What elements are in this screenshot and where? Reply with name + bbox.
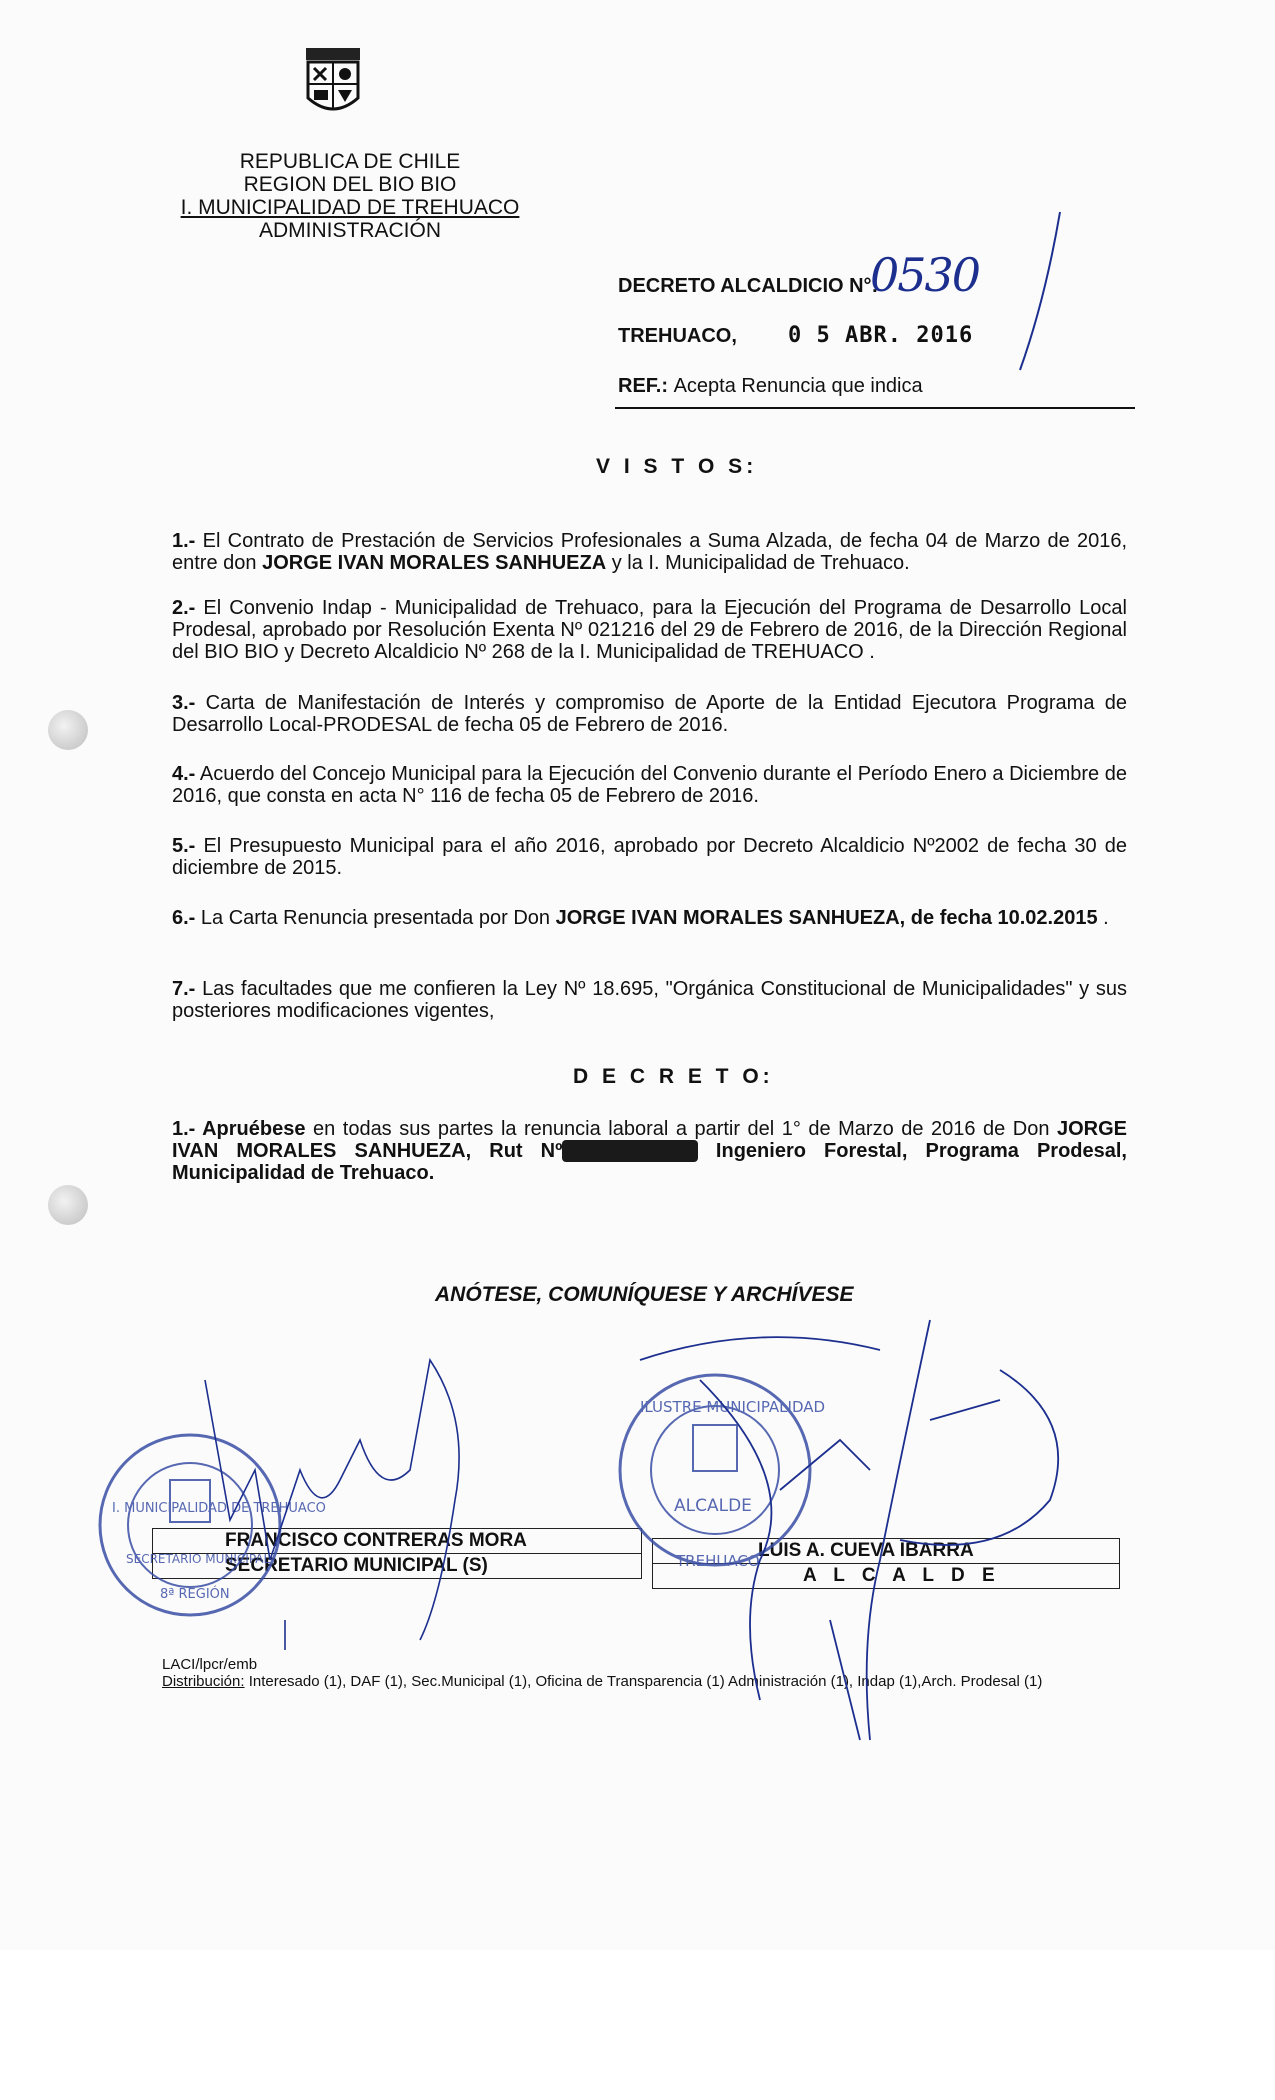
item-text: El Convenio Indap - Municipalidad de Trehuaco, para la Ejecución del Programa de Desarrollo Local Prodesal, aprobado por Resolución Exenta Nº 021216 del 29 de Febrero de 2016, de la Dirección Regional del BIO BIO y Decreto Alcaldicio Nº 268 de la I. Municipalidad de TREHUACO . (172, 597, 1127, 663)
stamp-right-role: ALCALDE (674, 1496, 752, 1516)
distribution-label: Distribución: (162, 1673, 245, 1690)
secretary-name: FRANCISCO CONTRERAS MORA (153, 1529, 641, 1554)
decreto-bold-name: JORGE IVAN MORALES SANHUEZA, Rut Nº (172, 1118, 1127, 1162)
footer-distribution (162, 1656, 1062, 1690)
item-text-end: . (1097, 907, 1109, 929)
secretary-role: SECRETARIO MUNICIPAL (S) (225, 1555, 488, 1576)
punch-hole-bottom (48, 1185, 88, 1225)
decree-number-label: DECRETO ALCALDICIO N°: (618, 275, 879, 297)
distribution-text: Interesado (1), DAF (1), Sec.Municipal (1), Oficina de Transparencia (1) Administración (1), Indap (1),Arch. Prodesal (1) (244, 1673, 1043, 1690)
punch-hole-top (48, 710, 88, 750)
footer-initials: LACI/lpcr/emb (162, 1656, 258, 1673)
item-number: 4.- (172, 763, 196, 785)
mayor-name: LUIS A. CUEVA IBARRA (653, 1539, 1119, 1564)
stamp-right-town: TREHUACO (676, 1552, 760, 1570)
decreto-title: D E C R E T O: (573, 1065, 774, 1088)
item-text: El Presupuesto Municipal para el año 2016, aprobado por Decreto Alcaldicio Nº2002 de fecha 30 de diciembre de 2015. (172, 835, 1127, 879)
item-bold: JORGE IVAN MORALES SANHUEZA, de fecha 10.02.2015 (555, 907, 1098, 929)
closing-formula: ANÓTESE, COMUNÍQUESE Y ARCHÍVESE (435, 1283, 854, 1306)
item-text: La Carta Renuncia presentada por Don (200, 907, 556, 929)
item-number: 3.- (172, 692, 196, 714)
mayor-signature-box (652, 1538, 1120, 1589)
decreto-text: en todas sus partes la renuncia laboral a partir del 1° de Marzo de 2016 de Don (305, 1118, 1057, 1140)
country-line: REPUBLICA DE CHILE (239, 150, 461, 173)
item-number: 5.- (172, 835, 196, 857)
item-number: 7.- (172, 978, 196, 1000)
vistos-item-5 (172, 835, 1127, 879)
vistos-item-6 (172, 907, 1127, 929)
vistos-title: V I S T O S: (596, 455, 758, 478)
reference-text: Acepta Renuncia que indica (673, 375, 923, 397)
item-text-end: y la I. Municipalidad de Trehuaco. (606, 552, 910, 574)
item-number: 1.- (172, 530, 196, 552)
secretary-signature-box (152, 1528, 642, 1579)
reference-rule (615, 407, 1135, 409)
item-text: Carta de Manifestación de Interés y compromiso de Aporte de la Entidad Ejecutora Programa de Desarrollo Local-PRODESAL de fecha 05 de Febrero de 2016. (172, 692, 1127, 736)
item-bold: JORGE IVAN MORALES SANHUEZA (262, 552, 607, 574)
vistos-item-4 (172, 763, 1127, 807)
item-number: 6.- (172, 907, 196, 929)
letterhead (150, 150, 550, 242)
item-number: 2.- (172, 597, 196, 619)
stamp-left-muni: I. MUNICIPALIDAD DE TREHUACO (112, 1501, 326, 1516)
decreto-bold-role: Ingeniero Forestal, Programa Prodesal, Municipalidad de Trehuaco. (172, 1140, 1127, 1184)
region-line: REGION DEL BIO BIO (243, 173, 457, 196)
decreto-item-1 (172, 1118, 1127, 1184)
rut-redaction: 13.972.541-7, (562, 1140, 697, 1162)
decree-number-handwritten: 0530 (870, 248, 980, 302)
item-text: Las facultades que me confieren la Ley Nº 18.695, "Orgánica Constitucional de Municipalidades" y sus posteriores modificaciones vigentes, (172, 978, 1127, 1022)
item-text: El Contrato de Prestación de Servicios Profesionales a Suma Alzada, de fecha 04 de Marzo de 2016, entre don (172, 530, 1127, 574)
mayor-role: A L C A L D E (803, 1565, 1001, 1586)
reference-line (618, 375, 923, 398)
date-stamp: 0 5 ABR. 2016 (788, 323, 974, 348)
vistos-item-2 (172, 597, 1127, 663)
vistos-item-3 (172, 692, 1127, 736)
vistos-item-7 (172, 978, 1127, 1022)
item-text: Acuerdo del Concejo Municipal para la Ejecución del Convenio durante el Período Enero a Diciembre de 2016, que consta en acta N° 116 de fecha 05 de Febrero de 2016. (172, 763, 1128, 807)
reference-label: REF.: (618, 375, 668, 397)
stamp-left-role: SECRETARIO MUNICIPAL (126, 1552, 271, 1566)
municipal-crest-icon (298, 48, 368, 120)
vistos-item-1 (172, 530, 1127, 574)
place-label: TREHUACO, (618, 325, 737, 347)
stamp-left-region: 8ª REGIÓN (160, 1587, 230, 1602)
stamp-right-muni: ILUSTRE MUNICIPALIDAD (640, 1398, 826, 1416)
department-line: ADMINISTRACIÓN (258, 219, 441, 242)
municipality-line: I. MUNICIPALIDAD DE TREHUACO (180, 196, 520, 219)
decreto-number: 1.- Apruébese (172, 1118, 306, 1140)
